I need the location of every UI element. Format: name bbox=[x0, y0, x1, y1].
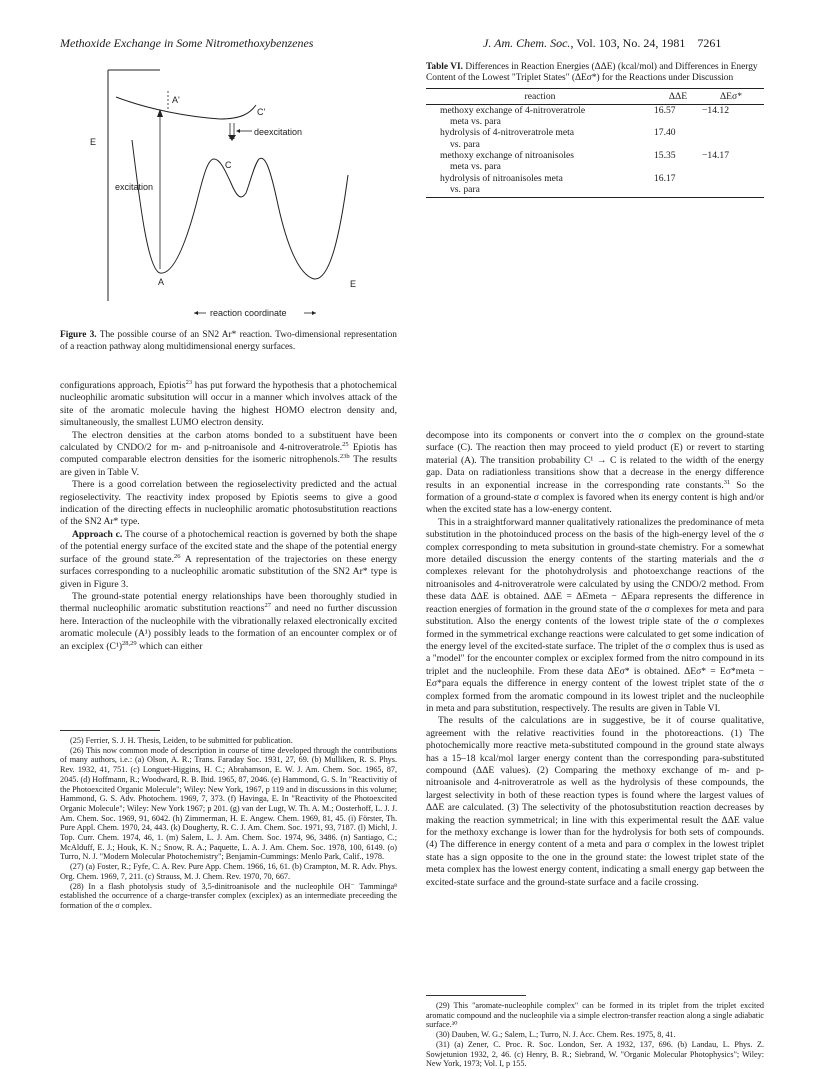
citation: 23 bbox=[185, 378, 193, 386]
paragraph: This in a straightforward manner qualitatively rationalizes the predominance of meta substitution in the photoinduced process on the basis of the high-energy level of the σ complex corresponding to meta subsitution in ground-state chemistry. For a somewhat more detailed discussion the energy contents of the starting materials and the σ complexes relevant for the photohydrolysis and photoexchange reactions of the nitroanisoles and 4-nitroveratrole were calculated by using the CNDO/2 method. From these data ΔΔE is obtained. ΔΔE = ΔEmeta − ΔEpara represents the difference in reaction energies of formation in the ground state of the σ complexes for meta and para substitution. Also the energy contents of the lowest triple state of the σ complexes formed in the symmetrical exchange reactions were calculated to get some indication of the energy level of the excited-state surface. The triplet of the σ complex thus is used as a "model" for the encounter complex or exciplex formed from the nitro compound in its triplet and the nucleophile. From these data ΔEσ* is obtained. ΔEσ* = Eσ*meta − Eσ*para equals the difference in energy content of the lowest triplet state of the σ complex formed from the aromatic compound in its lowest triplet and the nucleophile in meta and para substitution, respectively. The results are given in Table VI. bbox=[426, 516, 764, 714]
label-excitation: excitation bbox=[115, 182, 154, 192]
right-column-text bbox=[426, 430, 764, 889]
text-run: The course of a photochemical reaction is governed by both the shape of the potential energy surface of the excited state and the shape of the potential energy surface of the ground state. bbox=[60, 528, 397, 565]
citation: 28,29 bbox=[122, 639, 137, 647]
deexcitation-pointer-head bbox=[236, 129, 240, 133]
label-a: A bbox=[158, 277, 165, 287]
row-reaction: methoxy exchange of nitroanisoles bbox=[440, 150, 575, 161]
text-run: which can either bbox=[136, 640, 203, 652]
text-run: and need no further discussion here. Interaction of the nucleophile with the vibrationally relaxed electronically excited aromatic molecule (A¹) possibly leads to the formation of an encounter complex or of an exciplex (C¹) bbox=[60, 603, 397, 652]
row-reaction-sub: meta vs. para bbox=[450, 116, 501, 128]
header-dde: ΔΔE bbox=[668, 90, 688, 102]
table-row bbox=[426, 173, 764, 198]
footnote: (31) (a) Zener, C. Proc. R. Soc. London, Ser. A 1932, 137, 696. (b) Landau, L. Phys. Z. Sowjetunion 1932, 2, 46. (c) Henry, B. R.; Siebrand, W. "Organic Molecular Photophysics"; Wiley: New York, 1973; Vol. I, p 155. bbox=[426, 1039, 764, 1069]
data-table bbox=[426, 88, 764, 198]
footnotes-left bbox=[60, 736, 397, 911]
running-title: Methoxide Exchange in Some Nitromethoxybenzenes bbox=[60, 36, 314, 50]
table-vi bbox=[426, 62, 764, 198]
row-reaction-sub: meta vs. para bbox=[450, 161, 501, 173]
row-dde: 16.17 bbox=[654, 172, 676, 184]
footnotes-right bbox=[426, 1001, 764, 1069]
paragraph: The results of the calculations are in suggestive, be it of course qualitative, agreement with the relative reactivities found in the photoreactions. (1) The photochemically more reactive meta-substituted compound in the ground state always has a 15–18 kcal/mol larger energy content than the corresponding para-substituted compound (ΔΔE values). (2) Comparing the methoxy exchange of m- and p-nitroanisole and 4-nitroveratrole as well as the hydrolysis of these compounds, the largest selectivity in both of these reaction types is found where the largest values of ΔΔE are calculated. (3) The selectivity of the photosubstitution reaction decreases by making the reaction symmetrical; in line with this experimental result the ΔΔE value for the methoxy exchange is lower than for the hydrolysis for both sets of compounds. (4) The difference in energy content of a meta and para σ complex in the lowest triplet state has a sign opposite to the one in the ground state: the lowest triplet state of the meta complex has the lowest energy content, indicating a small energy gap between the excited-state surface and the ground-state surface and a facile crossing. bbox=[426, 715, 764, 888]
row-reaction-sub: vs. para bbox=[450, 183, 480, 195]
text-run: Epiotis has computed comparable electron densities for the isomeric nitrophenols. bbox=[60, 442, 397, 466]
table-title-text: Differences in Reaction Energies (ΔΔE) (kcal/mol) and Differences in Energy Content of the Lowest "Triplet States" (ΔEσ*) for the Reactions under Discussion bbox=[426, 62, 758, 84]
footnote: (26) This now common mode of description in course of time developed through the contributions of many authors, i.e.: (a) Olson, A. R.; Trans. Faraday Soc. 1931, 27, 69. (b) Mulliken, R. S. Phys. Rev. 1932, 41, 751. (c) Longuet-Higgins, H. C.; Abrahamson, E. W. J. Am. Chem. Soc. 1965, 87, 2045. (d) Hoffmann, R.; Woodward, R. B. Ibid. 1965, 87, 2046. (e) Hammond, G. S. In "Reactivitiy of the Photoexcited Organic Molecule"; Wiley: New York, 1967, p 119 and in discussions in this volume; Hammond, G. S. Adv. Photochem. 1969, 7, 373. (f) Havinga, E. In "Reactivity of the Photoexcited Organic Molecule"; Wiley: New York 1967; p 201. (g) van der Lugt, W. Th. A. M.; Oosterhoff, L. J. J. Am. Chem. Soc. 1969, 91, 6042. (h) Zimmerman, H. E. Angew. Chem. 1969, 81, 45. (i) Förster, Th. Pure Appl. Chem. 1970, 24, 443. (k) Dougherty, R. C. J. Am. Chem. Soc. 1971, 93, 7187. (l) Michl, J. Top. Curr. Chem. 1974, 46, 1. (m) Salem, L. J. Am. Chem. Soc. 1974, 96, 3486. (n) Santiago, C.; McAlduff, E. J.; Houk, K. N.; Snow, R. A.; Paquette, L. A. J. Am. Chem. Soc. 1978, 100, 6149. (o) Turro, N. J. "Modern Molecular Photochemistry"; Benjamin-Cummings: Menlo Park, Calif., 1978. bbox=[60, 745, 397, 862]
deexcitation-arrowhead bbox=[228, 135, 236, 141]
journal-name: J. Am. Chem. Soc. bbox=[483, 36, 571, 50]
figure-3 bbox=[60, 55, 400, 323]
footnote-rule-left bbox=[60, 730, 160, 731]
text-run: The electron densities at the carbon atoms bonded to a substituent have been calculated by CNDO/2 for m- and p-nitroanisole and 4-nitroveratrole. bbox=[60, 429, 397, 454]
text-run: The results are given in Table V. bbox=[60, 454, 397, 478]
label-e: E bbox=[350, 279, 357, 289]
footnote: (29) This "aromate-nucleophile complex" can be formed in its triplet from the triplet excited aromatic compound and the nucleophile via a simple electron-transfer reaction along a single adiabatic surface.³⁰ bbox=[426, 1001, 764, 1030]
paragraph-heading: Approach c. bbox=[72, 528, 123, 540]
label-c-prime: C' bbox=[257, 107, 266, 117]
text-run: So the formation of a ground-state σ complex is favored when its energy content is high and/or when the excited state has a low-energy content. bbox=[426, 479, 764, 516]
ground-state-curve bbox=[132, 140, 348, 279]
volume-info: , Vol. 103, No. 24, 1981 bbox=[570, 36, 686, 50]
rc-arrowhead-right bbox=[312, 311, 316, 315]
paragraph bbox=[60, 591, 397, 653]
table-header-row bbox=[426, 89, 764, 105]
row-des bbox=[702, 127, 760, 150]
footnote-rule-right bbox=[426, 995, 526, 996]
paragraph bbox=[60, 529, 397, 591]
footnote: (27) (a) Foster, R.; Fyfe, C. A. Rev. Pure App. Chem. 1966, 16, 61. (b) Crampton, M. R. Adv. Phys. Org. Chem. 1969, 7, 211. (c) Strauss, M. J. Chem. Rev. 1970, 70, 667. bbox=[60, 862, 397, 881]
journal-citation bbox=[483, 36, 721, 51]
row-des bbox=[702, 173, 760, 196]
rc-arrowhead-left bbox=[194, 311, 198, 315]
table-row bbox=[426, 105, 764, 128]
figure-caption bbox=[60, 330, 397, 353]
footnote: (28) In a flash photolysis study of 3,5-dinitroanisole and the nucleophile OH⁻ Tamminga⁸ established the occurrence of a charge-transfer complex (exciplex) as an intermediate preceeding the formation of the σ complex. bbox=[60, 881, 397, 910]
label-a-prime: A' bbox=[172, 95, 180, 105]
citation: 23b bbox=[339, 453, 350, 461]
citation: 31 bbox=[723, 478, 731, 486]
energy-diagram bbox=[60, 55, 400, 323]
table-label: Table VI. bbox=[426, 62, 463, 72]
left-column-text bbox=[60, 380, 397, 653]
footnote: (30) Dauben, W. G.; Salem, L.; Turro, N. J. Acc. Chem. Res. 1975, 8, 41. bbox=[436, 1030, 676, 1040]
row-reaction: methoxy exchange of 4-nitroveratrole bbox=[440, 104, 586, 116]
footnote: (25) Ferrier, S. J. H. Thesis, Leiden, to be submitted for publication. bbox=[70, 736, 293, 745]
row-dde: 16.57 bbox=[654, 104, 676, 116]
row-reaction: hydrolysis of nitroanisoles meta bbox=[440, 172, 563, 184]
label-reaction-coordinate: reaction coordinate bbox=[210, 308, 287, 318]
figure-caption-label: Figure 3. bbox=[60, 330, 97, 340]
paragraph bbox=[60, 380, 397, 430]
row-reaction-sub: vs. para bbox=[450, 138, 480, 150]
label-deexcitation: deexcitation bbox=[254, 127, 303, 137]
row-dde: 15.35 bbox=[654, 150, 676, 161]
header-des: ΔEσ* bbox=[720, 90, 742, 102]
text-run: configurations approach, Epiotis bbox=[60, 380, 186, 391]
text-run: A representation of the trajectories on these energy surfaces corresponding to a nucleophilic aromatic substitution of the SN2 Ar* type is given in Figure 3. bbox=[60, 553, 397, 590]
citation: 26 bbox=[173, 552, 181, 560]
paragraph bbox=[426, 430, 764, 517]
header-reaction: reaction bbox=[524, 90, 556, 102]
row-des: −14.17 bbox=[702, 150, 729, 161]
citation: 27 bbox=[264, 602, 271, 610]
page-number: 7261 bbox=[697, 36, 722, 50]
table-row bbox=[426, 127, 764, 150]
label-c: C bbox=[225, 160, 232, 170]
text-run: The ground-state potential energy relationships have been thoroughly studied in thermal nucleophilic aromatic substitution reactions bbox=[60, 590, 397, 615]
table-row bbox=[426, 150, 764, 173]
row-des: −14.12 bbox=[702, 104, 729, 116]
paragraph: There is a good correlation between the regioselectivity predicted and the actual regioselectivity. The reactivity index proposed by Epiotis seems to give a good indication of the directing effects in nucleophilic aromatic photosubstitution reactions of the SN2 Ar* type. bbox=[60, 479, 397, 528]
table-title bbox=[426, 62, 764, 85]
row-reaction: hydrolysis of 4-nitroveratrole meta bbox=[440, 127, 575, 139]
text-run: has put forward the hypothesis that a photochemical nucleophilic aromatic subsitution will occur in a manner which involves attack of the site of the aromatic molecule having the highest HOMO electron density and, simultaneously, the smallest LUMO electron density. bbox=[60, 380, 398, 429]
text-run: decompose into its components or convert into the σ complex on the ground-state surface (C). The reaction then may proceed to yield product (E) or revert to starting material (A). The transition probability C¹ → C is related to the width of the energy gap. Data on radiationless transitions show that a decrease in the energy difference results in an exponential increase in the corresponding rate constants. bbox=[426, 430, 764, 491]
figure-caption-text: The possible course of an SN2 Ar* reaction. Two-dimensional representation of a reaction pathway along multidimensional energy surfaces. bbox=[60, 330, 397, 352]
paragraph bbox=[60, 430, 397, 480]
citation: 25 bbox=[342, 440, 349, 448]
excited-state-curve bbox=[116, 97, 256, 119]
row-dde: 17.40 bbox=[654, 127, 676, 139]
label-energy: E bbox=[90, 137, 97, 147]
